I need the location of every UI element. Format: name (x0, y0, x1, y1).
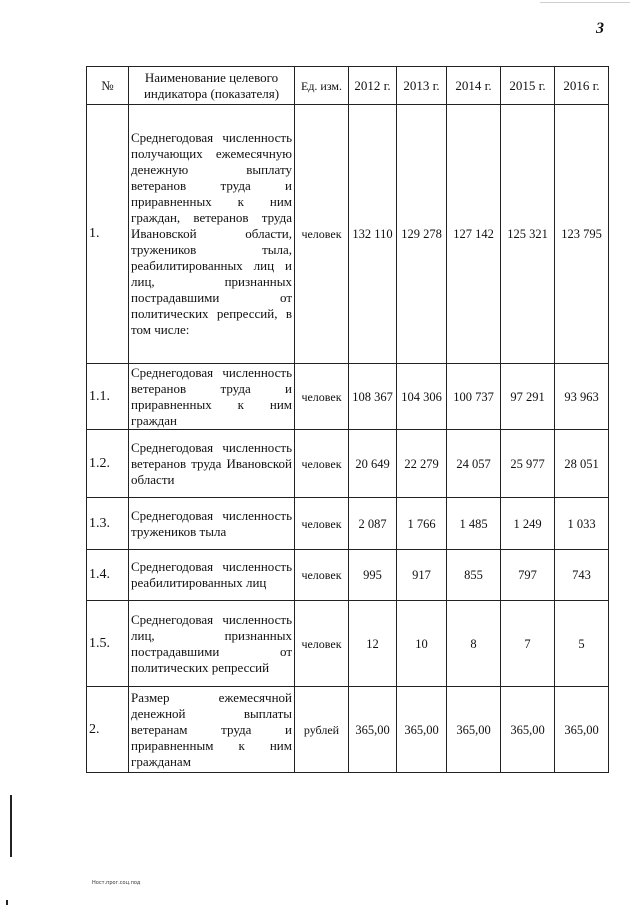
value-2015: 7 (501, 601, 555, 687)
value-2014: 100 737 (447, 364, 501, 430)
value-2015: 797 (501, 550, 555, 601)
table-row (87, 601, 609, 687)
value-2013: 22 279 (397, 430, 447, 498)
value-2013: 10 (397, 601, 447, 687)
value-2015: 25 977 (501, 430, 555, 498)
value-2014: 855 (447, 550, 501, 601)
table-row (87, 498, 609, 550)
value-2016: 28 051 (555, 430, 609, 498)
table-row (87, 105, 609, 364)
value-2015: 365,00 (501, 687, 555, 773)
row-number: 1.2. (87, 430, 129, 498)
header-year-2013: 2013 г. (397, 67, 447, 105)
unit: человек (295, 498, 349, 550)
table-row (87, 687, 609, 773)
page-number: 3 (596, 20, 604, 37)
footer-file-code: Ност.прог.соц.под (92, 880, 141, 886)
value-2012: 108 367 (349, 364, 397, 430)
value-2014: 365,00 (447, 687, 501, 773)
top-edge-rule (540, 2, 630, 3)
unit: рублей (295, 687, 349, 773)
value-2012: 995 (349, 550, 397, 601)
indicator-name: Среднегодовая численность реабилитированных лиц (129, 550, 295, 601)
value-2012: 12 (349, 601, 397, 687)
value-2015: 125 321 (501, 105, 555, 364)
value-2012: 20 649 (349, 430, 397, 498)
value-2013: 917 (397, 550, 447, 601)
indicators-table (86, 66, 609, 773)
value-2016: 5 (555, 601, 609, 687)
indicator-name: Среднегодовая численность получающих ежемесячную денежную выплату ветеранов труда и приравненных к ним граждан, ветеранов труда Ивановской области, тружеников тыла, реабилитированных лиц и лиц, признанных пострадавшими от политических репрессий, в том числе: (129, 105, 295, 364)
header-year-2014: 2014 г. (447, 67, 501, 105)
indicator-name: Среднегодовая численность ветеранов труда Ивановской области (129, 430, 295, 498)
header-year-2016: 2016 г. (555, 67, 609, 105)
indicator-name: Размер ежемесячной денежной выплаты ветеранам труда и приравненным к ним гражданам (129, 687, 295, 773)
table-row (87, 364, 609, 430)
scan-margin-mark (6, 900, 8, 905)
value-2013: 129 278 (397, 105, 447, 364)
table-header-row (87, 67, 609, 105)
value-2013: 104 306 (397, 364, 447, 430)
row-number: 1.4. (87, 550, 129, 601)
value-2013: 365,00 (397, 687, 447, 773)
value-2016: 123 795 (555, 105, 609, 364)
header-indicator-name: Наименование целевого индикатора (показателя) (129, 67, 295, 105)
table-row (87, 550, 609, 601)
value-2014: 127 142 (447, 105, 501, 364)
unit: человек (295, 430, 349, 498)
value-2014: 24 057 (447, 430, 501, 498)
value-2012: 132 110 (349, 105, 397, 364)
header-unit: Ед. изм. (295, 67, 349, 105)
value-2016: 93 963 (555, 364, 609, 430)
value-2012: 365,00 (349, 687, 397, 773)
row-number: 1.3. (87, 498, 129, 550)
value-2016: 365,00 (555, 687, 609, 773)
unit: человек (295, 550, 349, 601)
row-number: 1. (87, 105, 129, 364)
value-2013: 1 766 (397, 498, 447, 550)
header-number: № (87, 67, 129, 105)
unit: человек (295, 105, 349, 364)
indicator-name: Среднегодовая численность ветеранов труда и приравненных к ним граждан (129, 364, 295, 430)
value-2014: 1 485 (447, 498, 501, 550)
indicator-name: Среднегодовая численность тружеников тыла (129, 498, 295, 550)
value-2014: 8 (447, 601, 501, 687)
value-2015: 1 249 (501, 498, 555, 550)
value-2016: 743 (555, 550, 609, 601)
header-year-2012: 2012 г. (349, 67, 397, 105)
table-row (87, 430, 609, 498)
value-2016: 1 033 (555, 498, 609, 550)
row-number: 2. (87, 687, 129, 773)
value-2012: 2 087 (349, 498, 397, 550)
unit: человек (295, 601, 349, 687)
unit: человек (295, 364, 349, 430)
indicator-name: Среднегодовая численность лиц, признанных пострадавшими от политических репрессий (129, 601, 295, 687)
header-year-2015: 2015 г. (501, 67, 555, 105)
row-number: 1.5. (87, 601, 129, 687)
row-number: 1.1. (87, 364, 129, 430)
value-2015: 97 291 (501, 364, 555, 430)
scan-margin-mark (10, 795, 12, 857)
